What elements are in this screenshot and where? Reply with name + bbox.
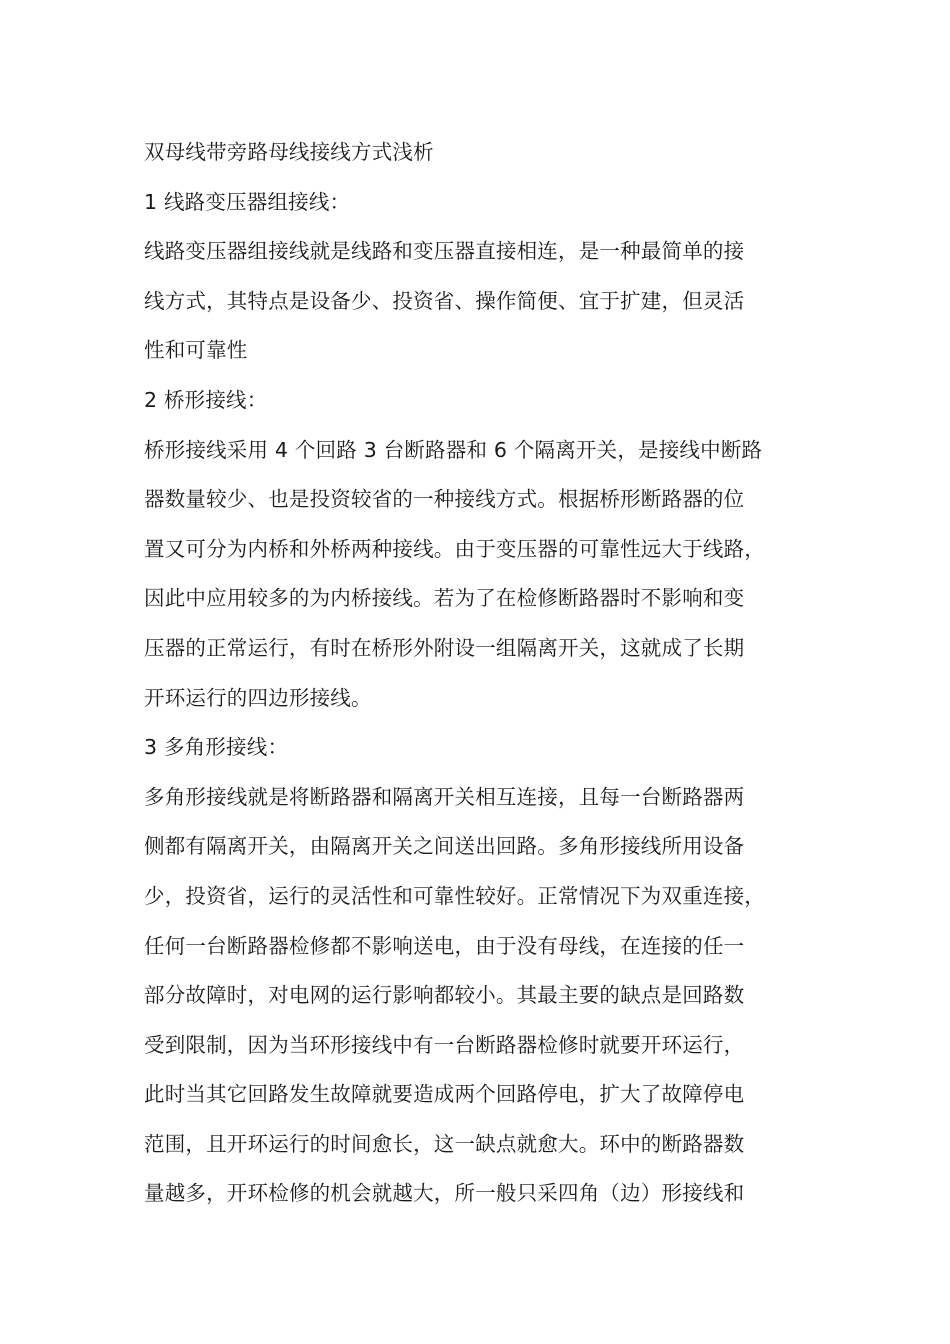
section-heading: 1 线路变压器组接线：	[144, 189, 351, 214]
paragraph-line: 范围，且开环运行的时间愈长，这一缺点就愈大。环中的断路器数	[144, 1131, 745, 1156]
paragraph-line: 性和可靠性	[144, 338, 248, 363]
paragraph-line: 器数量较少、也是投资较省的一种接线方式。根据桥形断路器的位	[144, 487, 745, 512]
paragraph-line: 受到限制，因为当环形接线中有一台断路器检修时就要开环运行，	[144, 1032, 745, 1057]
paragraph-line: 任何一台断路器检修都不影响送电，由于没有母线，在连接的任一	[144, 933, 745, 958]
paragraph-line: 因此中应用较多的为内桥接线。若为了在检修断路器时不影响和变	[144, 586, 745, 611]
paragraph-line: 侧都有隔离开关，由隔离开关之间送出回路。多角形接线所用设备	[144, 834, 745, 859]
section-heading: 2 桥形接线：	[144, 387, 268, 412]
paragraph-line: 线路变压器组接线就是线路和变压器直接相连，是一种最简单的接	[144, 239, 745, 264]
section-heading: 3 多角形接线：	[144, 735, 289, 760]
paragraph-line: 少，投资省，运行的灵活性和可靠性较好。正常情况下为双重连接，	[144, 883, 765, 908]
paragraph-line: 压器的正常运行，有时在桥形外附设一组隔离开关，这就成了长期	[144, 635, 745, 660]
paragraph-line: 此时当其它回路发生故障就要造成两个回路停电，扩大了故障停电	[144, 1082, 745, 1107]
paragraph-line: 桥形接线采用 4 个回路 3 台断路器和 6 个隔离开关，是接线中断路	[144, 437, 763, 462]
paragraph-line: 开环运行的四边形接线。	[144, 685, 372, 710]
paragraph-line: 置又可分为内桥和外桥两种接线。由于变压器的可靠性远大于线路，	[144, 536, 765, 561]
paragraph-line: 线方式，其特点是设备少、投资省、操作简便、宜于扩建，但灵活	[144, 288, 745, 313]
paragraph-line: 多角形接线就是将断路器和隔离开关相互连接，且每一台断路器两	[144, 784, 745, 809]
paragraph-line: 部分故障时，对电网的运行影响都较小。其最主要的缺点是回路数	[144, 983, 745, 1008]
document-body	[144, 128, 834, 1219]
document-title: 双母线带旁路母线接线方式浅析	[144, 140, 434, 164]
paragraph-line: 量越多，开环检修的机会就越大，所一般只采四角（边）形接线和	[144, 1181, 745, 1206]
